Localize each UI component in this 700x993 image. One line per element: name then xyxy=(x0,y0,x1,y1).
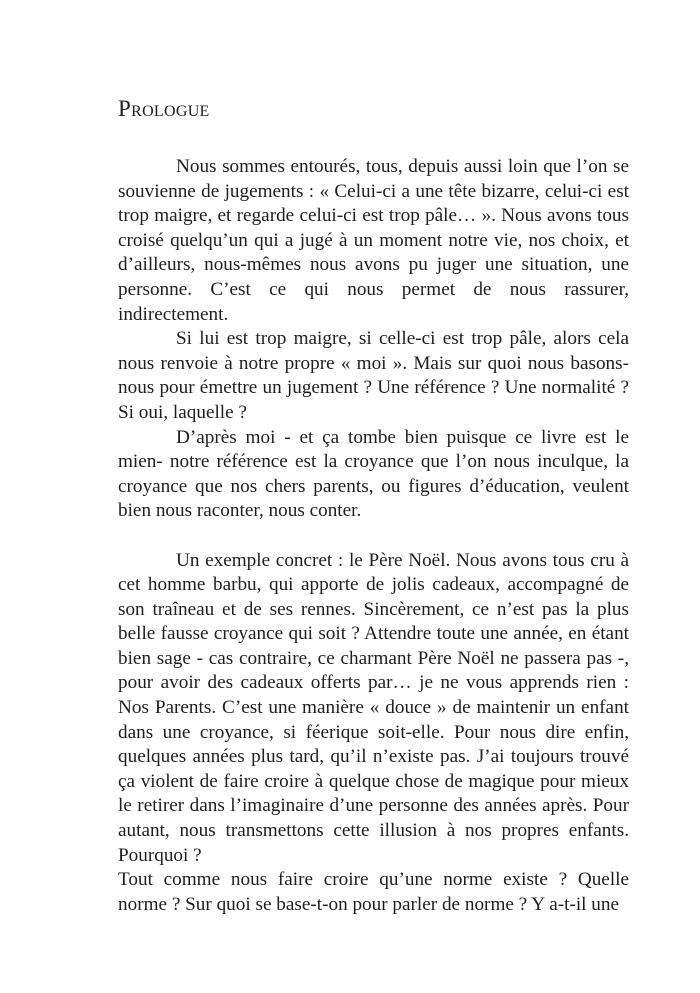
chapter-body xyxy=(118,155,629,917)
paragraph-2: Si lui est trop maigre, si celle-ci est trop pâle, alors cela nous renvoie à notre propre « moi ». Mais sur quoi nous basons-nous pour émettre un jugement ? Une référence ? Une normalité ? Si oui, laquelle ? xyxy=(118,328,629,423)
paragraph-1: Nous sommes entourés, tous, depuis aussi loin que l’on se souvienne de jugements : « Celui-ci a une tête bizarre, celui-ci est trop maigre, et regarde celui-ci est trop pâle… ». Nous avons tous croisé quelqu’un qui a jugé à un moment notre vie, nos choix, et d’ailleurs, nous-mêmes nous avons pu juger une situation, une personne. C’est ce qui nous permet de nous rassurer, indirectement. xyxy=(118,156,629,325)
paragraph-spacer xyxy=(118,524,629,549)
paragraph-4: Un exemple concret : le Père Noël. Nous avons tous cru à cet homme barbu, qui apporte de jolis cadeaux, accompagné de son traîneau et de ses rennes. Sincèrement, ce n’est pas la plus belle fausse croyance qui soit ? Attendre toute une année, en étant bien sage - cas contraire, ce charmant Père Noël ne passera pas -, pour avoir des cadeaux offerts par… je ne vous apprends rien : Nos Parents. C’est une manière « douce » de maintenir un enfant dans une croyance, si féerique soit-elle. Pour nous dire enfin, quelques années plus tard, qu’il n’existe pas. J’ai toujours trouvé ça violent de faire croire à quelque chose de magique pour mieux le retirer dans l’imaginaire d’une personne des années après. Pour autant, nous transmettons cette illusion à nos propres enfants. Pourquoi ? xyxy=(118,549,629,866)
chapter-title: Prologue xyxy=(118,96,210,121)
paragraph-5: Tout comme nous faire croire qu’une norme existe ? Quelle norme ? Sur quoi se base-t-on pour parler de norme ? Y a-t-il une xyxy=(118,869,629,915)
paragraph-3: D’après moi - et ça tombe bien puisque ce livre est le mien- notre référence est la croyance que l’on nous inculque, la croyance que nos chers parents, ou figures d’éducation, veulent bien nous raconter, nous conter. xyxy=(118,426,629,522)
